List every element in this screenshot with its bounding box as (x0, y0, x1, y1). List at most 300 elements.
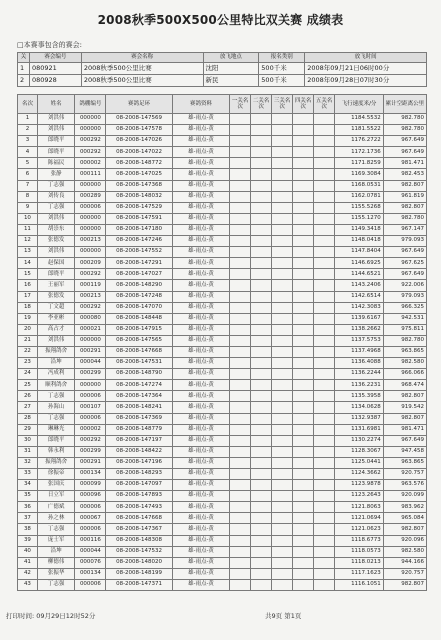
distance-cell: 979.093 (383, 291, 426, 302)
stage-rank-cell (314, 247, 335, 258)
race-header-cell: 关 (18, 53, 30, 63)
info-cell: 雄-雨点-黄 (172, 546, 229, 557)
stage-rank-cell (272, 114, 293, 125)
table-row (18, 380, 427, 391)
name-cell: 庞士军 (37, 535, 75, 546)
stage-rank-cell (230, 213, 251, 224)
ring-cell: 08-2008-147371 (106, 579, 172, 590)
race-row (18, 75, 427, 87)
speed-cell: 1131.6981 (335, 424, 384, 435)
stage-rank-cell (272, 247, 293, 258)
distance-cell: 982.580 (383, 358, 426, 369)
stage-rank-cell (293, 413, 314, 424)
loft-id-cell: 000111 (75, 169, 106, 180)
name-cell: 刘洪伟 (37, 114, 75, 125)
stage-rank-cell (251, 114, 272, 125)
stage-rank-cell (230, 114, 251, 125)
name-cell: 郎晓平 (37, 136, 75, 147)
distance-cell: 967.649 (383, 247, 426, 258)
race-row (18, 63, 427, 75)
table-row (18, 358, 427, 369)
stage-rank-cell (293, 502, 314, 513)
stage-rank-cell (272, 224, 293, 235)
stage-rank-cell (293, 535, 314, 546)
stage-rank-cell (293, 524, 314, 535)
table-row (18, 302, 427, 313)
table-row (18, 579, 427, 590)
info-cell: 雄-雨点-黄 (172, 557, 229, 568)
page-title: 2008秋季500X500公里特比双关赛 成绩表 (97, 13, 344, 27)
stage-rank-cell (230, 579, 251, 590)
loft-id-cell: 000000 (75, 380, 106, 391)
stage-rank-cell (314, 524, 335, 535)
stage-rank-cell (251, 435, 272, 446)
stage-rank-cell (293, 568, 314, 579)
ring-cell: 08-2008-147591 (106, 213, 172, 224)
name-cell: 柳德伟 (37, 557, 75, 568)
loft-id-cell: 000292 (75, 302, 106, 313)
stage-rank-cell (314, 579, 335, 590)
race-header-cell: 赛会名称 (81, 53, 203, 63)
name-cell: 日立军 (37, 491, 75, 502)
stage-rank-cell (251, 180, 272, 191)
table-row (18, 535, 427, 546)
table-row (18, 346, 427, 357)
rank-cell: 13 (18, 247, 38, 258)
stage-rank-cell (314, 535, 335, 546)
stage-rank-cell (251, 136, 272, 147)
info-cell: 雄-雨点-黄 (172, 324, 229, 335)
speed-cell: 1121.8063 (335, 502, 384, 513)
speed-cell: 1143.2406 (335, 280, 384, 291)
speed-cell: 1116.1051 (335, 579, 384, 590)
stage-rank-cell (314, 114, 335, 125)
distance-cell: 967.625 (383, 258, 426, 269)
stage-rank-cell (230, 147, 251, 158)
info-cell: 雄-雨点-黄 (172, 202, 229, 213)
stage-rank-cell (272, 291, 293, 302)
rank-cell: 31 (18, 446, 38, 457)
stage-rank-cell (293, 158, 314, 169)
stage-rank-cell (251, 413, 272, 424)
stage-rank-cell (251, 324, 272, 335)
speed-cell: 1118.6773 (335, 535, 384, 546)
table-row (18, 435, 427, 446)
stage-rank-cell (272, 269, 293, 280)
stage-rank-cell (293, 191, 314, 202)
loft-id-cell: 000099 (75, 480, 106, 491)
distance-cell: 920.099 (383, 491, 426, 502)
distance-cell: 967.147 (383, 224, 426, 235)
race-cell-cat: 500千米 (259, 75, 305, 87)
stage-rank-cell (230, 324, 251, 335)
speed-cell: 1155.1270 (335, 213, 384, 224)
info-cell: 雄-雨点-黄 (172, 269, 229, 280)
name-cell: 刘洪伟 (37, 213, 75, 224)
info-cell: 雄-雨点-黄 (172, 457, 229, 468)
table-row (18, 568, 427, 579)
rank-cell: 6 (18, 169, 38, 180)
print-time: 打印时间: 09月29日12时52分 (6, 612, 96, 620)
stage-rank-cell (314, 424, 335, 435)
info-cell: 雄-雨点-黄 (172, 191, 229, 202)
speed-cell: 1139.6167 (335, 313, 384, 324)
table-row (18, 125, 427, 136)
stage-rank-cell (230, 469, 251, 480)
stage-rank-cell (314, 258, 335, 269)
distance-cell: 982.453 (383, 169, 426, 180)
rank-cell: 7 (18, 180, 38, 191)
table-row (18, 424, 427, 435)
info-cell: 雄-雨点-黄 (172, 114, 229, 125)
speed-cell: 1135.3958 (335, 391, 384, 402)
ring-cell: 08-2008-148790 (106, 369, 172, 380)
speed-cell: 1124.3662 (335, 469, 384, 480)
table-row (18, 147, 427, 158)
stage-rank-cell (272, 158, 293, 169)
name-cell: 高占才 (37, 324, 75, 335)
rank-cell: 42 (18, 568, 38, 579)
info-cell: 雄-雨点-黄 (172, 524, 229, 535)
results-header-cell: 姓名 (37, 95, 75, 114)
stage-rank-cell (272, 391, 293, 402)
results-header-cell: 赛鸽资料 (172, 95, 229, 114)
rank-cell: 43 (18, 579, 38, 590)
name-cell: 顺利鸽舍 (37, 380, 75, 391)
rank-cell: 22 (18, 346, 38, 357)
info-cell: 雄-雨点-黄 (172, 358, 229, 369)
speed-cell: 1137.5753 (335, 335, 384, 346)
stage-rank-cell (314, 413, 335, 424)
rank-cell: 14 (18, 258, 38, 269)
info-cell: 雄-雨点-黄 (172, 147, 229, 158)
results-header-cell: 四关名次 (293, 95, 314, 114)
stage-rank-cell (314, 402, 335, 413)
rank-cell: 38 (18, 524, 38, 535)
stage-rank-cell (272, 491, 293, 502)
distance-cell: 982.807 (383, 391, 426, 402)
distance-cell: 920.096 (383, 535, 426, 546)
stage-rank-cell (272, 169, 293, 180)
distance-cell: 963.865 (383, 346, 426, 357)
info-cell: 雄-雨点-黄 (172, 391, 229, 402)
loft-id-cell: 000076 (75, 557, 106, 568)
rank-cell: 24 (18, 369, 38, 380)
rank-cell: 25 (18, 380, 38, 391)
stage-rank-cell (251, 158, 272, 169)
speed-cell: 1168.0531 (335, 180, 384, 191)
speed-cell: 1136.4088 (335, 358, 384, 369)
name-cell: 丁文超 (37, 302, 75, 313)
results-header-cell: 二关名次 (251, 95, 272, 114)
speed-cell: 1117.1623 (335, 568, 384, 579)
distance-cell: 965.084 (383, 513, 426, 524)
stage-rank-cell (251, 291, 272, 302)
stage-rank-cell (272, 147, 293, 158)
stage-rank-cell (314, 457, 335, 468)
ring-cell: 08-2008-147027 (106, 269, 172, 280)
table-row (18, 513, 427, 524)
name-cell: 冯成利 (37, 369, 75, 380)
table-row (18, 169, 427, 180)
stage-rank-cell (314, 369, 335, 380)
stage-rank-cell (230, 280, 251, 291)
stage-rank-cell (230, 557, 251, 568)
stage-rank-cell (314, 125, 335, 136)
ring-cell: 08-2008-148308 (106, 535, 172, 546)
stage-rank-cell (251, 191, 272, 202)
rank-cell: 27 (18, 402, 38, 413)
race-cell-time: 2008年09月21日06时00分 (305, 63, 427, 75)
stage-rank-cell (230, 502, 251, 513)
stage-rank-cell (230, 524, 251, 535)
stage-rank-cell (314, 280, 335, 291)
stage-rank-cell (251, 346, 272, 357)
stage-rank-cell (272, 380, 293, 391)
rank-cell: 23 (18, 358, 38, 369)
table-row (18, 491, 427, 502)
race-cell-cat: 500千米 (259, 63, 305, 75)
name-cell: 刘传良 (37, 191, 75, 202)
stage-rank-cell (314, 180, 335, 191)
speed-cell: 1118.0573 (335, 546, 384, 557)
stage-rank-cell (251, 358, 272, 369)
rank-cell: 20 (18, 324, 38, 335)
rank-cell: 18 (18, 302, 38, 313)
ring-cell: 08-2008-147197 (106, 435, 172, 446)
loft-id-cell: 000107 (75, 402, 106, 413)
race-cell-no: 2 (18, 75, 30, 87)
rank-cell: 16 (18, 280, 38, 291)
distance-cell: 975.811 (383, 324, 426, 335)
name-cell: 丁志强 (37, 579, 75, 590)
ring-cell: 08-2008-147531 (106, 358, 172, 369)
loft-id-cell: 000002 (75, 424, 106, 435)
info-cell: 雄-雨点-黄 (172, 224, 229, 235)
stage-rank-cell (251, 513, 272, 524)
speed-cell: 1169.3084 (335, 169, 384, 180)
speed-cell: 1146.6925 (335, 258, 384, 269)
distance-cell: 982.807 (383, 579, 426, 590)
stage-rank-cell (230, 568, 251, 579)
distance-cell: 982.780 (383, 125, 426, 136)
info-cell: 雄-雨点-黄 (172, 480, 229, 491)
stage-rank-cell (230, 358, 251, 369)
ring-cell: 08-2008-147668 (106, 346, 172, 357)
race-cell-code: 080928 (29, 75, 81, 87)
stage-rank-cell (293, 125, 314, 136)
stage-rank-cell (251, 280, 272, 291)
loft-id-cell: 000000 (75, 213, 106, 224)
speed-cell: 1155.5268 (335, 202, 384, 213)
stage-rank-cell (230, 369, 251, 380)
stage-rank-cell (230, 258, 251, 269)
rank-cell: 10 (18, 213, 38, 224)
stage-rank-cell (272, 202, 293, 213)
speed-cell: 1162.0781 (335, 191, 384, 202)
name-cell: 振翔鸽舍 (37, 457, 75, 468)
stage-rank-cell (230, 191, 251, 202)
loft-id-cell: 000044 (75, 546, 106, 557)
table-row (18, 202, 427, 213)
ring-cell: 08-2008-147569 (106, 114, 172, 125)
speed-cell: 1181.5522 (335, 125, 384, 136)
results-header-cell: 三关名次 (272, 95, 293, 114)
loft-id-cell: 000291 (75, 346, 106, 357)
loft-id-cell: 000096 (75, 491, 106, 502)
rank-cell: 39 (18, 535, 38, 546)
speed-cell: 1125.0441 (335, 457, 384, 468)
table-row (18, 136, 427, 147)
stage-rank-cell (293, 358, 314, 369)
loft-id-cell: 000000 (75, 247, 106, 258)
distance-cell: 920.757 (383, 469, 426, 480)
stage-rank-cell (230, 335, 251, 346)
ring-cell: 08-2008-148779 (106, 424, 172, 435)
stage-rank-cell (272, 513, 293, 524)
ring-cell: 08-2008-147025 (106, 169, 172, 180)
table-row (18, 557, 427, 568)
stage-rank-cell (230, 202, 251, 213)
stage-rank-cell (272, 258, 293, 269)
table-row (18, 213, 427, 224)
stage-rank-cell (251, 579, 272, 590)
stage-rank-cell (251, 213, 272, 224)
table-row (18, 524, 427, 535)
rank-cell: 2 (18, 125, 38, 136)
stage-rank-cell (293, 402, 314, 413)
stage-rank-cell (293, 224, 314, 235)
stage-rank-cell (251, 302, 272, 313)
stage-rank-cell (251, 391, 272, 402)
distance-cell: 967.649 (383, 269, 426, 280)
stage-rank-cell (314, 446, 335, 457)
race-header-cell: 报名类别 (259, 53, 305, 63)
speed-cell: 1121.0694 (335, 513, 384, 524)
stage-rank-cell (293, 579, 314, 590)
stage-rank-cell (272, 302, 293, 313)
speed-cell: 1176.2722 (335, 136, 384, 147)
ring-cell: 08-2008-147565 (106, 335, 172, 346)
results-header-cell: 鸽棚编号 (75, 95, 106, 114)
table-row (18, 480, 427, 491)
stage-rank-cell (251, 491, 272, 502)
distance-cell: 966.066 (383, 369, 426, 380)
stage-rank-cell (293, 446, 314, 457)
race-info-table (17, 52, 427, 87)
info-cell: 雄-雨点-黄 (172, 513, 229, 524)
name-cell: 刘洪伟 (37, 247, 75, 258)
stage-rank-cell (293, 291, 314, 302)
loft-id-cell: 000292 (75, 147, 106, 158)
stage-rank-cell (293, 213, 314, 224)
loft-id-cell: 000000 (75, 125, 106, 136)
ring-cell: 08-2008-147070 (106, 302, 172, 313)
stage-rank-cell (251, 147, 272, 158)
stage-rank-cell (314, 380, 335, 391)
rank-cell: 32 (18, 457, 38, 468)
stage-rank-cell (293, 269, 314, 280)
table-row (18, 224, 427, 235)
distance-cell: 966.325 (383, 302, 426, 313)
speed-cell: 1134.0628 (335, 402, 384, 413)
table-row (18, 180, 427, 191)
stage-rank-cell (230, 380, 251, 391)
name-cell: 张德发 (37, 236, 75, 247)
ring-cell: 08-2008-148772 (106, 158, 172, 169)
distance-cell: 982.807 (383, 202, 426, 213)
speed-cell: 1132.9387 (335, 413, 384, 424)
ring-cell: 08-2008-147364 (106, 391, 172, 402)
distance-cell: 944.166 (383, 557, 426, 568)
name-cell: 丁志强 (37, 391, 75, 402)
stage-rank-cell (314, 213, 335, 224)
distance-cell: 961.819 (383, 191, 426, 202)
name-cell: 丁志强 (37, 202, 75, 213)
stage-rank-cell (251, 369, 272, 380)
stage-rank-cell (230, 402, 251, 413)
info-cell: 雄-雨点-黄 (172, 158, 229, 169)
table-row (18, 402, 427, 413)
stage-rank-cell (230, 457, 251, 468)
distance-cell: 967.649 (383, 435, 426, 446)
stage-rank-cell (272, 579, 293, 590)
loft-id-cell: 000000 (75, 114, 106, 125)
stage-rank-cell (314, 358, 335, 369)
name-cell: 张德发 (37, 291, 75, 302)
speed-cell: 1136.2231 (335, 380, 384, 391)
ring-cell: 08-2008-148448 (106, 313, 172, 324)
results-header-cell: 一关名次 (230, 95, 251, 114)
loft-id-cell: 000080 (75, 313, 106, 324)
ring-cell: 08-2008-148241 (106, 402, 172, 413)
name-cell: 刘洪伟 (37, 335, 75, 346)
stage-rank-cell (293, 247, 314, 258)
loft-id-cell: 000292 (75, 269, 106, 280)
speed-cell: 1123.2643 (335, 491, 384, 502)
loft-id-cell: 000002 (75, 158, 106, 169)
ring-cell: 08-2008-147529 (106, 202, 172, 213)
rank-cell: 15 (18, 269, 38, 280)
rank-cell: 8 (18, 191, 38, 202)
stage-rank-cell (272, 469, 293, 480)
loft-id-cell: 000006 (75, 202, 106, 213)
stage-rank-cell (272, 280, 293, 291)
rank-cell: 3 (18, 136, 38, 147)
stage-rank-cell (251, 202, 272, 213)
stage-rank-cell (272, 524, 293, 535)
name-cell: 沿坤 (37, 546, 75, 557)
info-cell: 雄-雨点-黄 (172, 413, 229, 424)
speed-cell: 1184.5532 (335, 114, 384, 125)
stage-rank-cell (272, 125, 293, 136)
name-cell: 郎晓平 (37, 435, 75, 446)
table-row (18, 158, 427, 169)
name-cell: 张静 (37, 169, 75, 180)
distance-cell: 982.780 (383, 335, 426, 346)
info-cell: 雄-雨点-黄 (172, 169, 229, 180)
rank-cell: 30 (18, 435, 38, 446)
name-cell: 孙海山 (37, 402, 75, 413)
name-cell: 赵保国 (37, 258, 75, 269)
stage-rank-cell (314, 147, 335, 158)
loft-id-cell: 000006 (75, 502, 106, 513)
stage-rank-cell (251, 125, 272, 136)
stage-rank-cell (272, 335, 293, 346)
name-cell: 徐振帝 (37, 469, 75, 480)
table-row (18, 446, 427, 457)
rank-cell: 40 (18, 546, 38, 557)
